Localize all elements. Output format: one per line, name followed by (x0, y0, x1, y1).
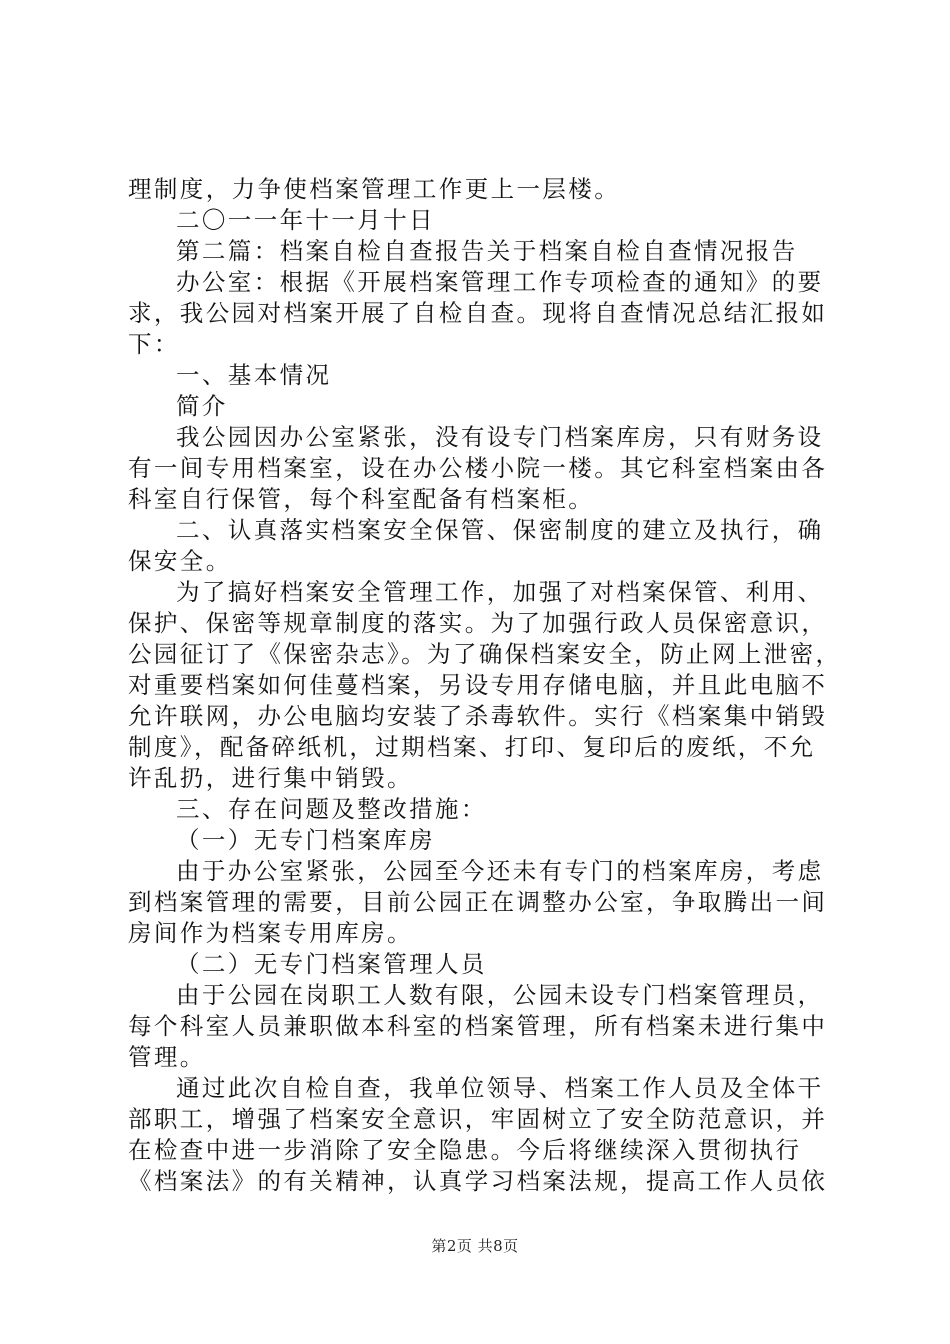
text-line: 为了搞好档案安全管理工作，加强了对档案保管、利用、 (176, 578, 824, 606)
text-line: 三、存在问题及整改措施： (176, 795, 487, 823)
text-line: 管理。 (128, 1043, 206, 1071)
text-line: 有一间专用档案室，设在办公楼小院一楼。其它科室档案由各 (128, 454, 828, 482)
text-line: 办公室：根据《开展档案管理工作专项检查的通知》的要 (176, 268, 824, 296)
text-line: 每个科室人员兼职做本科室的档案管理，所有档案未进行集中 (128, 1012, 828, 1040)
text-line: 一、基本情况 (176, 361, 332, 389)
text-line: 求，我公园对档案开展了自检自查。现将自查情况总结汇报如 (128, 299, 828, 327)
text-line: 公园征订了《保密杂志》。为了确保档案安全，防止网上泄密， (128, 640, 842, 668)
text-line: （二）无专门档案管理人员 (176, 950, 487, 978)
text-line: 《档案法》的有关精神，认真学习档案法规，提高工作人员依 (128, 1167, 828, 1195)
text-line: 由于办公室紧张，公园至今还未有专门的档案库房，考虑 (176, 857, 824, 885)
text-line: 保护、保密等规章制度的落实。为了加强行政人员保密意识， (128, 609, 828, 637)
text-line: 下： (128, 330, 180, 358)
text-line: 部职工，增强了档案安全意识，牢固树立了安全防范意识，并 (128, 1105, 828, 1133)
text-line: 对重要档案如何佳蔓档案，另设专用存储电脑，并且此电脑不 (128, 671, 828, 699)
text-line: 科室自行保管，每个科室配备有档案柜。 (128, 485, 595, 513)
text-line: 房间作为档案专用库房。 (128, 919, 413, 947)
text-line: 许乱扔，进行集中销毁。 (128, 764, 413, 792)
text-line: 二、认真落实档案安全保管、保密制度的建立及执行，确 (176, 516, 824, 544)
text-line: 在检查中进一步消除了安全隐患。今后将继续深入贯彻执行 (128, 1136, 802, 1164)
text-line: 理制度，力争使档案管理工作更上一层楼。 (128, 175, 621, 203)
text-line: 二〇一一年十一月十日 (176, 206, 435, 234)
text-line: 由于公园在岗职工人数有限，公园未设专门档案管理员， (176, 981, 824, 1009)
text-line: 简介 (176, 392, 228, 420)
text-line: 允许联网，办公电脑均安装了杀毒软件。实行《档案集中销毁 (128, 702, 828, 730)
text-line: 到档案管理的需要，目前公园正在调整办公室，争取腾出一间 (128, 888, 828, 916)
text-line: 第二篇：档案自检自查报告关于档案自检自查情况报告 (176, 237, 798, 265)
text-line: 通过此次自检自查，我单位领导、档案工作人员及全体干 (176, 1074, 824, 1102)
document-body (128, 174, 842, 1197)
text-line: 制度》，配备碎纸机，过期档案、打印、复印后的废纸，不允 (128, 733, 816, 761)
page-footer: 第2页 共8页 (431, 1237, 519, 1255)
text-line: 我公园因办公室紧张，没有设专门档案库房，只有财务设 (176, 423, 824, 451)
text-line: 保安全。 (128, 547, 232, 575)
text-line: （一）无专门档案库房 (176, 826, 435, 854)
